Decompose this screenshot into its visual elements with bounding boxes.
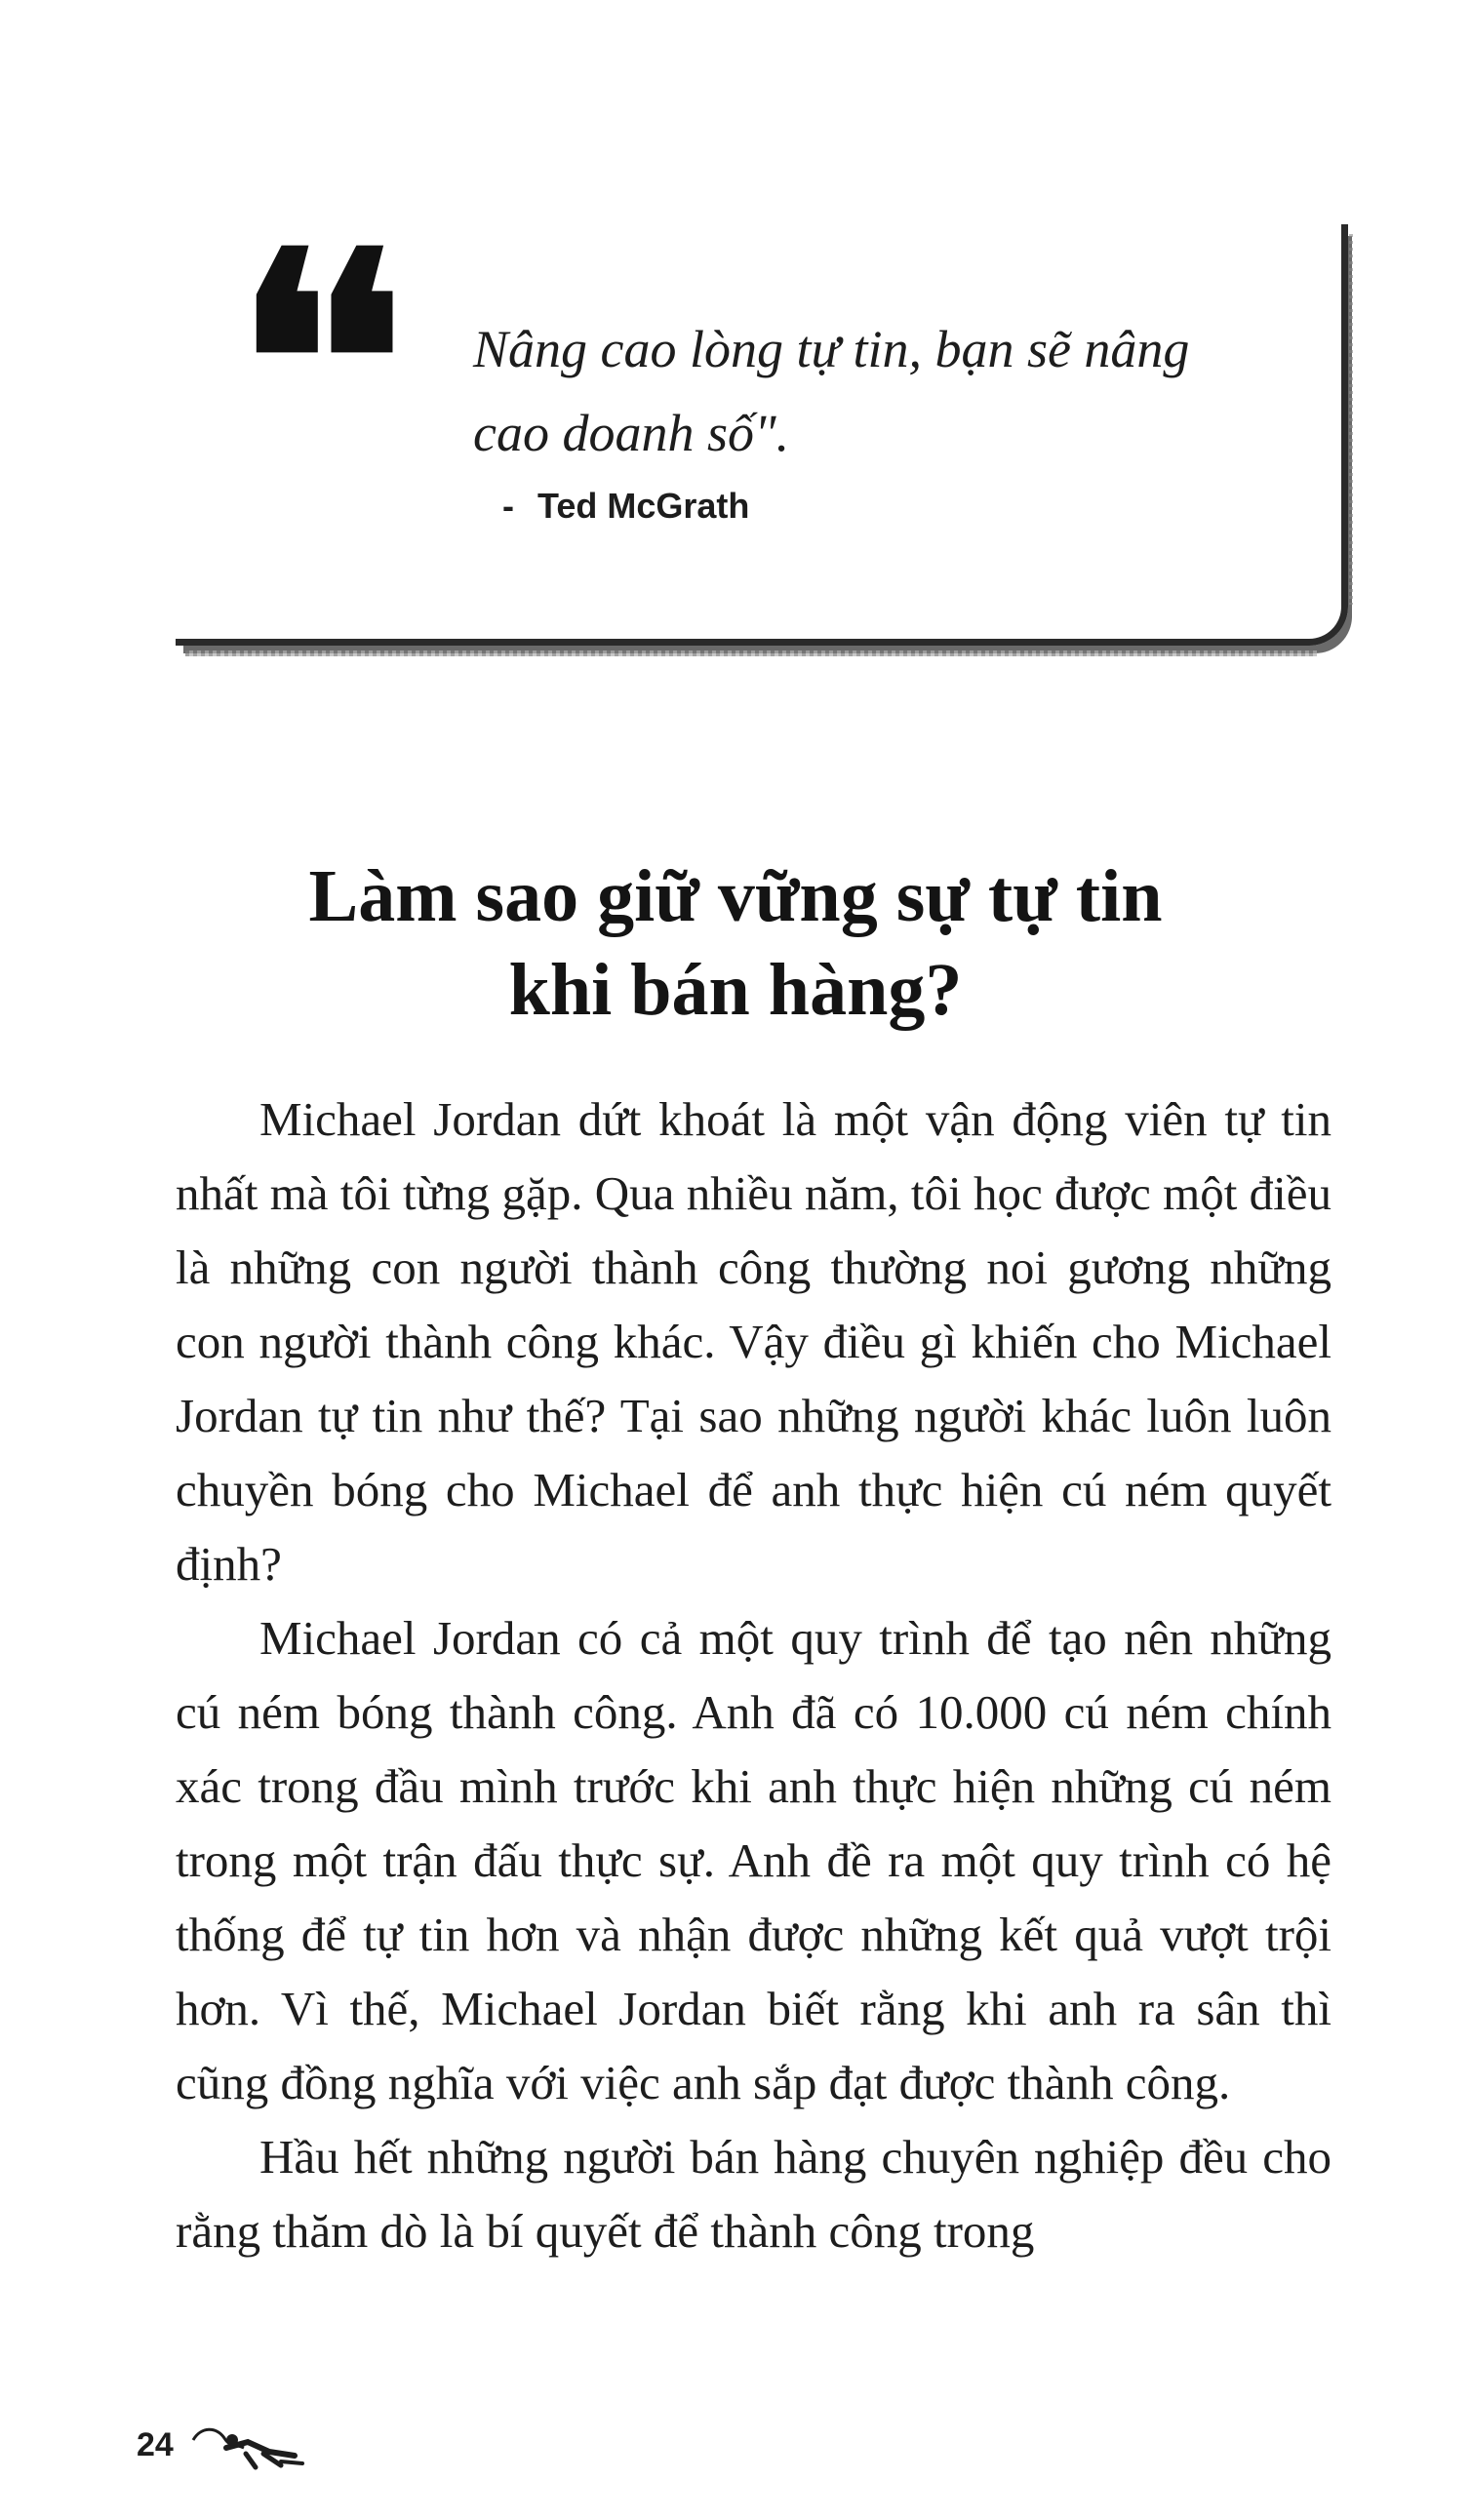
page-number: 24 [137, 2426, 174, 2463]
section-title-line-2: khi bán hàng? [508, 948, 963, 1031]
quote-text: Nâng cao lòng tự tin, bạn sẽ nâng cao doanh số". [473, 320, 1190, 462]
body-text [176, 1083, 1332, 2268]
paragraph-3: Hầu hết những người bán hàng chuyên nghiệp đều cho rằng thăm dò là bí quyết để thành công trong [176, 2130, 1332, 2258]
paragraph-1: Michael Jordan dứt khoát là một vận động viên tự tin nhất mà tôi từng gặp. Qua nhiều năm, tôi học được một điều là những con người thành công thường noi gương những con người thành công khác. Vậy điều gì khiến cho Michael Jordan tự tin như thế? Tại sao những người khác luôn luôn chuyền bóng cho Michael để anh thực hiện cú ném quyết định? [176, 1092, 1332, 1591]
quote-box [176, 188, 1348, 646]
quote-author-name: Ted McGrath [537, 486, 750, 526]
quote-mark-icon: ❛❛ [236, 188, 386, 532]
section-title [0, 849, 1471, 1037]
section-title-line-1: Làm sao giữ vững sự tự tin [308, 854, 1163, 937]
quote-author-dash: - [502, 486, 514, 526]
quote-author [502, 486, 749, 527]
paragraph-2: Michael Jordan có cả một quy trình để tạo nên những cú ném bóng thành công. Anh đã có 10.000 cú ném chính xác trong đầu mình trước khi anh thực hiện những cú ném trong một trận đấu thực sự. Anh đề ra một quy trình có hệ thống để tự tin hơn và nhận được những kết quả vượt trội hơn. Vì thế, Michael Jordan biết rằng khi anh ra sân thì cũng đồng nghĩa với việc anh sắp đạt được thành công. [176, 1611, 1332, 2109]
running-figure-icon [187, 2419, 304, 2477]
